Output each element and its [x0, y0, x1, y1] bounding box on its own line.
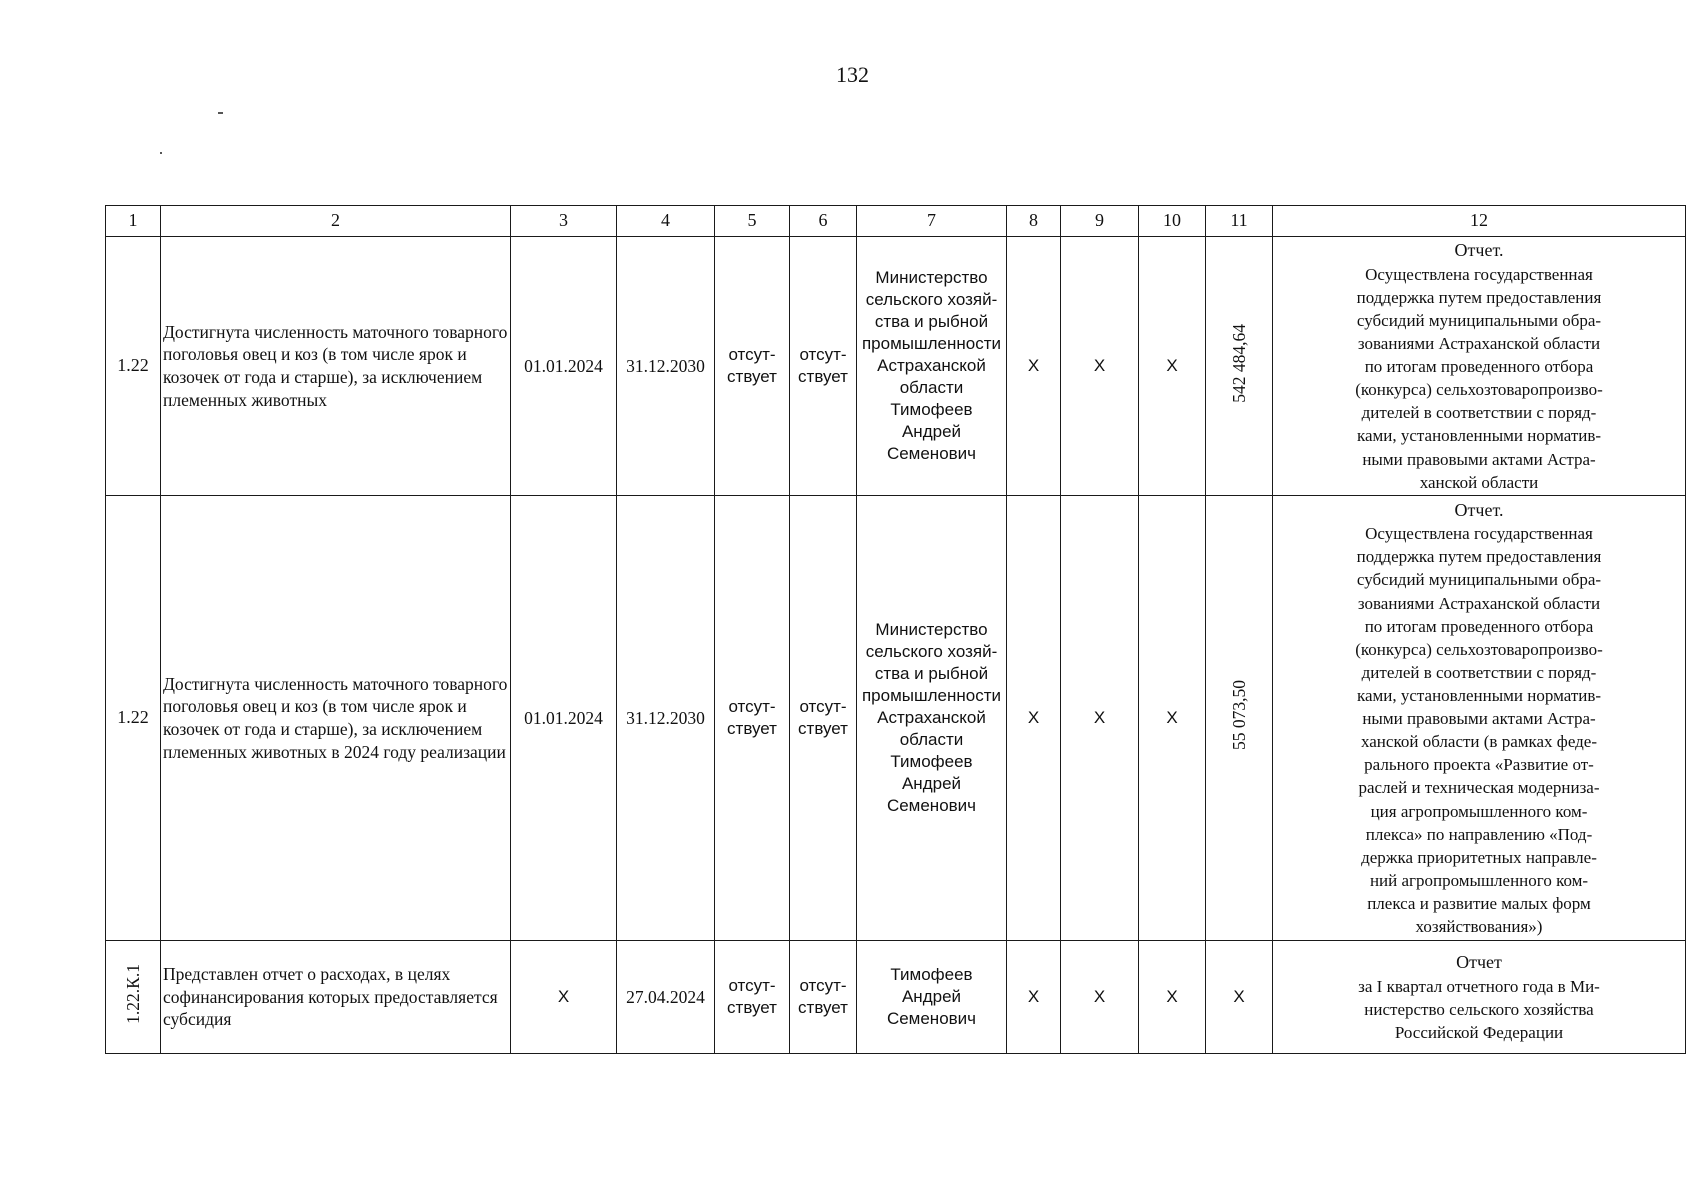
- row-description: Представлен отчет о расходах, в целях софинансирования которых предоставляется субсидия: [161, 941, 511, 1054]
- column-header: 1: [106, 206, 161, 237]
- column-header: 7: [857, 206, 1007, 237]
- column-5-value: отсут- ствует: [715, 496, 790, 941]
- column-6-value: отсут- ствует: [790, 496, 857, 941]
- column-5-value: отсут- ствует: [715, 941, 790, 1054]
- row-description: Достигнута численность маточного товарного поголовья овец и коз (в том числе ярок и козочек от года и старше), за исключением племенных животных: [161, 237, 511, 496]
- report-notes: Отчет. Осуществлена государственная поддержка путем предоставления субсидий муниципальными обра- зованиями Астраханской области по итогам проведенного отбора (конкурса) сельхозтоваропроизво- дителей в соответствии с поряд- ками, установленными норматив- ными правовыми актами Астра- ханской области (в рамках феде- рального проекта «Развитие от- раслей и техническая модерниза- ция агропромышленного ком- плекса» по направлению «Под- держка приоритетных направле- ний агропромышленного ком- плекса и развитие малых форм хозяйствования»): [1273, 496, 1686, 941]
- report-table: [105, 205, 1686, 1054]
- column-header: 11: [1206, 206, 1273, 237]
- column-header: 5: [715, 206, 790, 237]
- column-6-value: отсут- ствует: [790, 237, 857, 496]
- column-9-value: Х: [1061, 237, 1139, 496]
- report-notes: Отчет. Осуществлена государственная поддержка путем предоставления субсидий муниципальными обра- зованиями Астраханской области по итогам проведенного отбора (конкурса) сельхозтоваропроизво- дителей в соответствии с поряд- ками, установленными норматив- ными правовыми актами Астра- ханской области: [1273, 237, 1686, 496]
- column-8-value: Х: [1007, 941, 1061, 1054]
- report-notes: Отчет за I квартал отчетного года в Ми- нистерство сельского хозяйства Российской Федерации: [1273, 941, 1686, 1054]
- responsible-executor: Тимофеев Андрей Семенович: [857, 941, 1007, 1054]
- column-9-value: Х: [1061, 496, 1139, 941]
- responsible-executor: Министерство сельского хозяй- ства и рыбной промышленности Астраханской области Тимофеев Андрей Семенович: [857, 496, 1007, 941]
- table-row: [106, 941, 1686, 1054]
- column-8-value: Х: [1007, 237, 1061, 496]
- column-header: 8: [1007, 206, 1061, 237]
- column-header: 9: [1061, 206, 1139, 237]
- column-10-value: Х: [1139, 237, 1206, 496]
- column-6-value: отсут- ствует: [790, 941, 857, 1054]
- funding-amount: 55 073,50: [1206, 496, 1273, 941]
- responsible-executor: Министерство сельского хозяй- ства и рыбной промышленности Астраханской области Тимофеев Андрей Семенович: [857, 237, 1007, 496]
- start-date: Х: [511, 941, 617, 1054]
- column-header: 12: [1273, 206, 1686, 237]
- end-date: 31.12.2030: [617, 496, 715, 941]
- row-description: Достигнута численность маточного товарного поголовья овец и коз (в том числе ярок и козочек от года и старше), за исключением племенных животных в 2024 году реализации: [161, 496, 511, 941]
- column-5-value: отсут- ствует: [715, 237, 790, 496]
- row-number: 1.22: [106, 237, 161, 496]
- funding-amount: Х: [1206, 941, 1273, 1054]
- table-header-row: [106, 206, 1686, 237]
- column-10-value: Х: [1139, 496, 1206, 941]
- table-row: [106, 237, 1686, 496]
- scan-speck: [218, 112, 223, 114]
- column-header: 6: [790, 206, 857, 237]
- end-date: 27.04.2024: [617, 941, 715, 1054]
- start-date: 01.01.2024: [511, 237, 617, 496]
- row-number: 1.22.К.1: [106, 941, 161, 1054]
- scan-speck: [160, 152, 162, 154]
- column-header: 10: [1139, 206, 1206, 237]
- column-10-value: Х: [1139, 941, 1206, 1054]
- table-row: [106, 496, 1686, 941]
- row-number: 1.22: [106, 496, 161, 941]
- column-8-value: Х: [1007, 496, 1061, 941]
- page-number: 132: [836, 62, 869, 87]
- start-date: 01.01.2024: [511, 496, 617, 941]
- funding-amount: 542 484,64: [1206, 237, 1273, 496]
- column-header: 2: [161, 206, 511, 237]
- end-date: 31.12.2030: [617, 237, 715, 496]
- column-9-value: Х: [1061, 941, 1139, 1054]
- column-header: 4: [617, 206, 715, 237]
- column-header: 3: [511, 206, 617, 237]
